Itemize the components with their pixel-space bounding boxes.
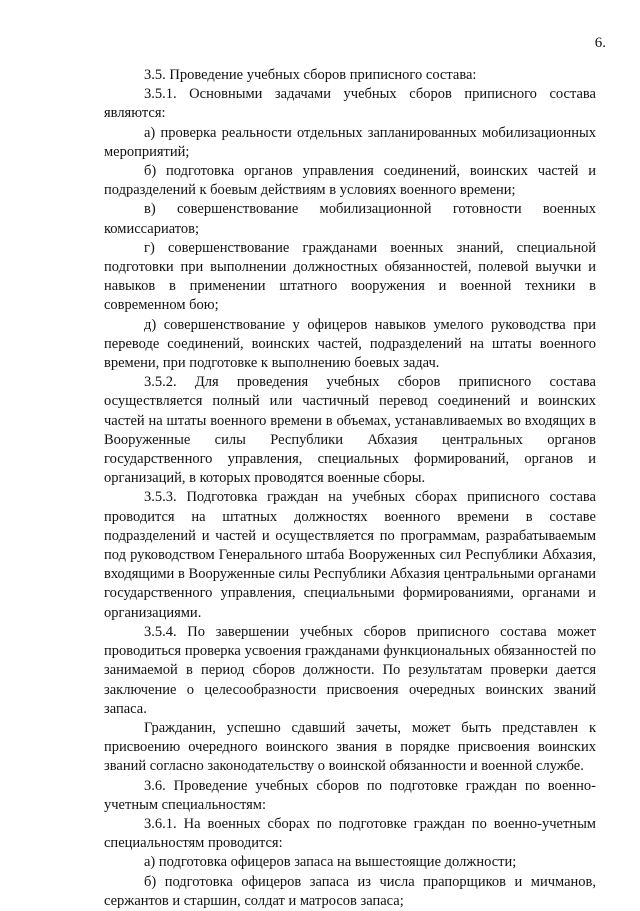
paragraph-3-5-2: 3.5.2. Для проведения учебных сборов приписного состава осуществляется полный или частичный перевод соединений и воинских частей на штаты военного времени в объемах, устанавливаемых во входящих в Вооруженные силы Республики Абхазия центральных органов государственного управления, специальных формирований, органов и организаций, в которых проводятся военные сборы.: [104, 374, 596, 487]
paragraph-3-5: 3.5. Проведение учебных сборов приписного состава:: [144, 67, 477, 83]
list-item-b: б) подготовка органов управления соединений, воинских частей и подразделений к боевым действиям в условиях военного времени;: [104, 163, 596, 199]
paragraph-3-5-3: 3.5.3. Подготовка граждан на учебных сборах приписного состава проводится на штатных должностях военного времени в составе подразделений и частей и осуществляется по программам, разрабатываемым под руководством Генерального штаба Вооруженных сил Республики Абхазия, входящими в Вооруженные силы Республики Абхазия центральными органами государственного управления, специальными формированиями, органами и организациями.: [104, 489, 596, 621]
list-item-g: г) совершенствование гражданами военных знаний, специальной подготовки при выполнении должностных обязанностей, полевой выучки и навыков в применении штатного вооружения и военной техники в современном бою;: [104, 239, 596, 314]
paragraph-3-5-1: 3.5.1. Основными задачами учебных сборов приписного состава являются:: [104, 86, 596, 122]
list-item-a-2: а) подготовка офицеров запаса на вышестоящие должности;: [144, 854, 517, 871]
paragraph-3-6: 3.6. Проведение учебных сборов по подготовке граждан по военно-учетным специальностям:: [104, 777, 596, 813]
document-body: [104, 66, 596, 911]
list-item-b-2: б) подготовка офицеров запаса из числа прапорщиков и мичманов, сержантов и старшин, солдат и матросов запаса;: [104, 873, 596, 909]
paragraph-3-5-4: 3.5.4. По завершении учебных сборов приписного состава может проводиться проверка усвоения гражданами функциональных обязанностей по занимаемой в период сборов должности. По результатам проверки дается заключение о целесообразности присвоения очередных воинских званий запаса.: [104, 623, 596, 717]
list-item-a: а) проверка реальности отдельных запланированных мобилизационных мероприятий;: [104, 124, 596, 160]
page-number: 6.: [594, 35, 606, 51]
paragraph-citizen: Гражданин, успешно сдавший зачеты, может быть представлен к присвоению очередного воинского звания в порядке присвоения воинских званий согласно законодательству о воинской обязанности и военной службе.: [104, 719, 596, 775]
list-item-d: д) совершенствование у офицеров навыков умелого руководства при переводе соединений, воинских частей, подразделений на штаты военного времени, при подготовке к выполнению боевых задач.: [104, 316, 596, 372]
paragraph-3-6-1: 3.6.1. На военных сборах по подготовке граждан по военно-учетным специальностям проводится:: [104, 815, 596, 852]
list-item-v: в) совершенствование мобилизационной готовности военных комиссариатов;: [104, 201, 596, 237]
